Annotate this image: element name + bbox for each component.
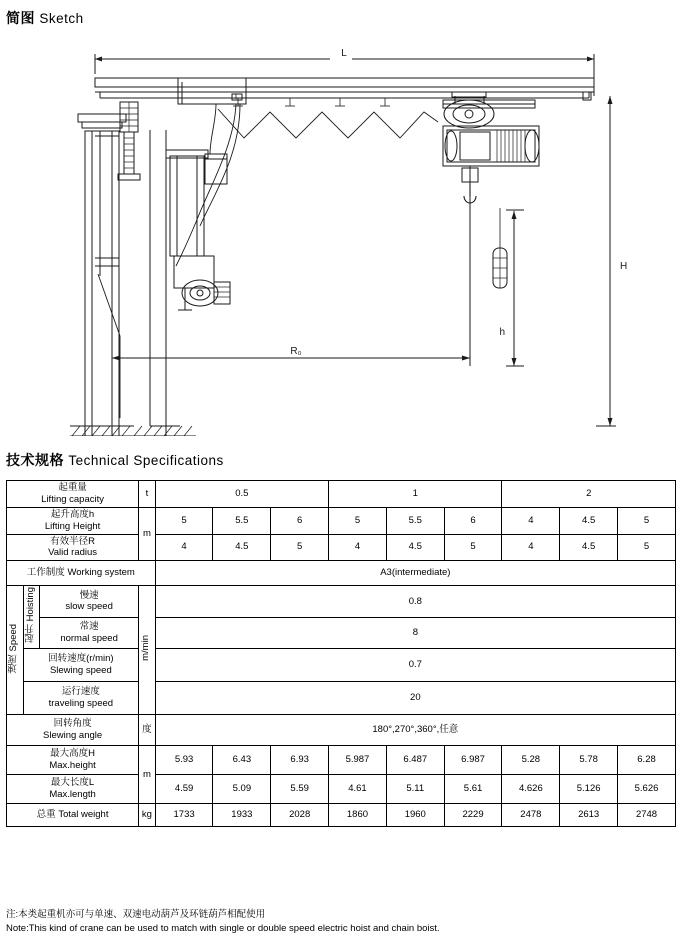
table-row-working-system — [7, 561, 676, 586]
cell-valid-radius-5: 5 — [444, 534, 502, 561]
cell-valid-radius-8: 5 — [618, 534, 676, 561]
row-label-speed-group: 速度 Speed — [7, 586, 24, 715]
row-label-total-weight: 总重 Total weight — [7, 804, 139, 827]
cell-total-weight-0: 1733 — [155, 804, 213, 827]
table-row-slewing-angle — [7, 715, 676, 746]
crane-sketch-svg — [0, 26, 682, 436]
row-label-slow-speed: 慢速 slow speed — [40, 586, 139, 617]
row-label-slewing-angle: 回转角度 Slewing angle — [7, 715, 139, 746]
cell-total-weight-2: 2028 — [271, 804, 329, 827]
dim-label-lift-height: h — [499, 327, 505, 338]
cell-max-height-3: 5.987 — [329, 746, 387, 775]
cell-lifting-height-2: 6 — [271, 507, 329, 534]
cell-total-weight-5: 2229 — [444, 804, 502, 827]
row-label-slewing-speed: 回转速度(r/min) Slewing speed — [23, 649, 139, 682]
spec-heading-en: Technical Specifications — [68, 453, 224, 468]
cell-total-weight-4: 1960 — [386, 804, 444, 827]
cell-max-length-2: 5.59 — [271, 775, 329, 804]
table-row-slewing-speed — [7, 649, 676, 682]
cell-lifting-height-4: 5.5 — [386, 507, 444, 534]
cell-hoisting-normal-speed-value: 8 — [155, 617, 675, 648]
cell-traveling-speed-value: 20 — [155, 682, 675, 715]
row-label-normal-speed: 常速 normal speed — [40, 617, 139, 648]
dim-label-radius: R₀ — [290, 346, 302, 357]
table-row-hoisting-normal-speed — [7, 617, 676, 648]
cell-max-height-5: 6.987 — [444, 746, 502, 775]
cell-slewing-angle-value: 180°,270°,360°,任意 — [155, 715, 675, 746]
cell-valid-radius-3: 4 — [329, 534, 387, 561]
crane-sketch-drawing — [0, 26, 682, 436]
table-row-hoisting-slow-speed — [7, 586, 676, 617]
cell-max-length-0: 4.59 — [155, 775, 213, 804]
cell-max-height-1: 6.43 — [213, 746, 271, 775]
cell-valid-radius-4: 4.5 — [386, 534, 444, 561]
cell-capacity-0: 0.5 — [155, 481, 328, 508]
cell-valid-radius-2: 5 — [271, 534, 329, 561]
row-label-hoisting: 起升 Hoisting — [23, 586, 40, 649]
cell-max-height-8: 6.28 — [618, 746, 676, 775]
cell-max-length-4: 5.11 — [386, 775, 444, 804]
row-unit-speed: m/min — [139, 586, 156, 715]
cell-valid-radius-7: 4.5 — [560, 534, 618, 561]
table-row-max-length — [7, 775, 676, 804]
cell-total-weight-8: 2748 — [618, 804, 676, 827]
row-unit-max-height: m — [139, 746, 156, 804]
cell-total-weight-7: 2613 — [560, 804, 618, 827]
row-label-max-length: 最大长度L Max.length — [7, 775, 139, 804]
footnote-line-cn: 注:本类起重机亦可与单速、双速电动葫芦及环链葫芦相配使用 — [6, 909, 266, 920]
cell-max-height-7: 5.78 — [560, 746, 618, 775]
spec-table — [6, 480, 676, 827]
cell-valid-radius-6: 4 — [502, 534, 560, 561]
cell-max-length-3: 4.61 — [329, 775, 387, 804]
cell-max-length-7: 5.126 — [560, 775, 618, 804]
cell-lifting-height-1: 5.5 — [213, 507, 271, 534]
sketch-heading-cn: 简图 — [6, 10, 35, 26]
cell-max-height-6: 5.28 — [502, 746, 560, 775]
dim-label-span: L — [341, 48, 347, 59]
cell-max-height-2: 6.93 — [271, 746, 329, 775]
cell-lifting-height-5: 6 — [444, 507, 502, 534]
row-label-traveling-speed: 运行速度 traveling speed — [23, 682, 139, 715]
cell-slewing-speed-value: 0.7 — [155, 649, 675, 682]
cell-max-length-5: 5.61 — [444, 775, 502, 804]
cell-valid-radius-1: 4.5 — [213, 534, 271, 561]
dim-label-height: H — [620, 261, 628, 272]
sketch-heading-en: Sketch — [39, 11, 84, 26]
cell-total-weight-3: 1860 — [329, 804, 387, 827]
table-row-lifting-capacity — [7, 481, 676, 508]
sketch-section-heading — [6, 8, 84, 28]
cell-total-weight-6: 2478 — [502, 804, 560, 827]
cell-max-length-8: 5.626 — [618, 775, 676, 804]
cell-lifting-height-3: 5 — [329, 507, 387, 534]
row-label-working-system: 工作制度 Working system — [7, 561, 156, 586]
cell-max-height-4: 6.487 — [386, 746, 444, 775]
row-unit-total-weight: kg — [139, 804, 156, 827]
cell-lifting-height-6: 4 — [502, 507, 560, 534]
cell-lifting-height-0: 5 — [155, 507, 213, 534]
table-row-valid-radius — [7, 534, 676, 561]
cell-working-system-value: A3(intermediate) — [155, 561, 675, 586]
cell-lifting-height-8: 5 — [618, 507, 676, 534]
spec-heading-cn: 技术规格 — [6, 452, 64, 468]
cell-capacity-1: 1 — [329, 481, 502, 508]
cell-valid-radius-0: 4 — [155, 534, 213, 561]
spec-section-heading — [6, 450, 224, 470]
cell-max-height-0: 5.93 — [155, 746, 213, 775]
row-label-max-height: 最大高度H Max.height — [7, 746, 139, 775]
table-row-max-height — [7, 746, 676, 775]
table-row-total-weight — [7, 804, 676, 827]
footnote-line-en: Note:This kind of crane can be used to match with single or double speed electric hoist and chain boist. — [6, 922, 440, 934]
row-label-valid-radius: 有效半径R Valid radius — [7, 534, 139, 561]
technical-specifications-table — [6, 480, 676, 827]
table-row-lifting-height — [7, 507, 676, 534]
row-unit-slewing-angle: 度 — [139, 715, 156, 746]
cell-hoisting-slow-speed-value: 0.8 — [155, 586, 675, 617]
cell-total-weight-1: 1933 — [213, 804, 271, 827]
table-row-traveling-speed — [7, 682, 676, 715]
cell-max-length-1: 5.09 — [213, 775, 271, 804]
row-label-lifting-height: 起升高度h Lifting Height — [7, 507, 139, 534]
cell-capacity-2: 2 — [502, 481, 676, 508]
row-label-lifting-capacity: 起重量 Lifting capacity — [7, 481, 139, 508]
row-unit-lifting-height: m — [139, 507, 156, 561]
cell-max-length-6: 4.626 — [502, 775, 560, 804]
footnote-block — [6, 908, 440, 936]
row-unit-lifting-capacity: t — [139, 481, 156, 508]
cell-lifting-height-7: 4.5 — [560, 507, 618, 534]
